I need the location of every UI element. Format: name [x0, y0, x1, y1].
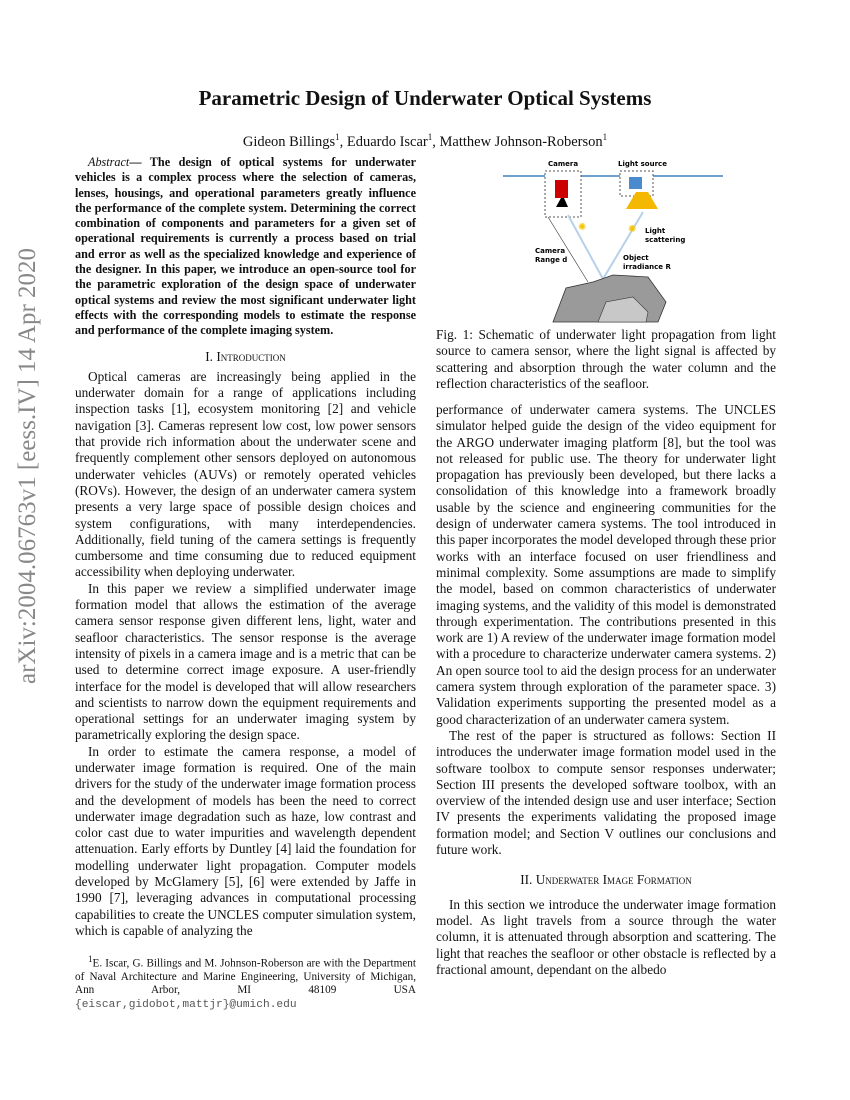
label-light-scattering: Light: [645, 227, 666, 235]
paragraph: In this paper we review a simplified underwater image formation model that allows the estimation of the average camera sensor response given different lens, light, water and seafloor characteristics. The sensor response is the average intensity of pixels in a camera image and is a metric that can be used to determine correct image exposure. A user-friendly interface for the model is developed that will allow researchers and scientists to narrow down the equipment requirements and operational settings for an underwater imaging system by parametrically exploring the design space.: [75, 580, 416, 743]
abstract-text: — The design of optical systems for underwater vehicles is a complex process where the selection of cameras, lenses, housings, and operational parameters greatly influence the performance of the complete system. Determining the correct combination of components and parameters for a given set of operational requirements is currently a process based on trial and error as well as the specialized knowledge and experience of the designer. In this paper, we introduce an open-source tool for the parametric exploration of the design space of underwater optical systems and review the most significant underwater light effects with the corresponding models to estimate the response and performance of the complete imaging system.: [75, 155, 416, 338]
right-column: [436, 402, 776, 978]
affiliation-mark: 1: [427, 132, 433, 142]
affiliation-mark: 1: [602, 132, 608, 142]
footnote: [75, 953, 416, 1012]
footnote-email: {eiscar,gidobot,mattjr}@umich.edu: [75, 998, 297, 1011]
author: Eduardo Iscar: [346, 133, 428, 150]
abstract-label: Abstract: [88, 155, 130, 169]
footnote-mark: 1: [88, 954, 93, 964]
paragraph: The rest of the paper is structured as follows: Section II introduces the underwater image formation model used in the software toolbox to compute sensor responses underwater; Section III presents the developed software toolbox, with an overview of the intended design use and user interface; Section IV presents the experiments validating the proposed image formation model; and Section V outlines our conclusions and future work.: [436, 727, 776, 858]
scatter-glyph: ✺: [578, 222, 587, 233]
section-heading: I. Introduction: [205, 348, 286, 364]
camera-icon: [555, 180, 568, 198]
label-camera-range: Range d: [535, 256, 568, 264]
footnote-text: E. Iscar, G. Billings and M. Johnson-Roberson are with the Department of Naval Architecture and Marine Engineering, University of Michigan, Ann Arbor, MI 48109 USA: [75, 957, 416, 997]
author-list: Gideon Billings$^1$, Eduardo Iscar$^1$, Matthew Johnson-Roberson$^1$: [242, 132, 608, 150]
paragraph: Optical cameras are increasingly being applied in the underwater domain for a range of applications including inspection tasks [1], ecosystem monitoring [2] and vehicle navigation [3]. Cameras represent low cost, low power sensors that provide rich information about the underwater scene and frequently complement other sensors deployed on autonomous underwater vehicles (AUVs) or remotely operated vehicles (ROVs). However, the design of an underwater camera system presents a very large space of possible design choices and system configurations, with many interdependencies. Additionally, field tuning of the camera settings is frequently cumbersome and time consuming due to reduced equipment accessibility when deploying underwater.: [75, 368, 416, 580]
affiliation-mark: 1: [335, 132, 340, 142]
paragraph: In order to estimate the camera response, a model of underwater image formation is required. One of the main drivers for the study of the underwater image formation process and the development of models has been the need to correct underwater image degradation such as haze, low contrast and color cast due to water impurities and wavelength dependent attenuation. Early efforts by Duntley [4] laid the foundation for modelling underwater light propagation. Computer models developed by McGlamery [5], [6] were extended by Jaffe in 1990 [7], leveraging advances in computational processing capabilities to create the UNCLES computer simulation system, which is capable of analyzing the: [75, 743, 416, 938]
light-source-icon: [629, 177, 642, 189]
label-camera-range: Camera: [535, 247, 566, 255]
paper-title: Parametric Design of Underwater Optical Systems: [198, 86, 652, 110]
left-column: [75, 155, 416, 939]
paragraph: In this section we introduce the underwater image formation model. As light travels from a source through the water column, it is attenuated through absorption and scattering. The light that reaches the seafloor or other obstacle is reflected by a fractional amount, dependant on the albedo: [436, 896, 776, 977]
label-light-source: Light source: [618, 160, 667, 168]
label-camera: Camera: [548, 160, 579, 168]
scatter-glyph: ✺: [628, 224, 637, 235]
section-heading: II. Underwater Image Formation: [520, 872, 692, 888]
label-light-scattering: scattering: [645, 236, 686, 244]
author: Gideon Billings: [242, 133, 336, 150]
figure-schematic: [498, 152, 728, 327]
figure-caption: Fig. 1: Schematic of underwater light propagation from light source to camera sensor, where the light signal is affected by scattering and absorption through the water column and the reflection characteristics of the seafloor.: [436, 327, 776, 391]
label-object-irradiance: irradiance R: [623, 263, 671, 271]
paragraph: performance of underwater camera systems. The UNCLES simulator helped guide the design of the video equipment for the ARGO underwater imaging platform [8], but the tool was not released for public use. The theory for underwater light propagation has previously been developed, but there lacks a consolidation of this knowledge into a framework broadly usable by the science and engineering communities for the design of underwater camera systems. The tool introduced in this paper incorporates the model developed through these prior works with an interface focused on user friendliness and minimal complexity. Some assumptions are made to simplify the model, based on common characteristics of underwater imaging systems, and the validity of this model is demonstrated through experimentation. The contributions presented in this work are 1) A review of the underwater image formation model with a procedure to characterize underwater camera systems. 2) An open source tool to aid the design process for an underwater camera system through exploration of the parameter space. 3) Validation experiments supporting the presented model as a good characterization of an underwater camera system.: [436, 402, 776, 727]
arxiv-stamp: arXiv:2004.06763v1 [eess.IV] 14 Apr 2020: [14, 247, 41, 684]
label-object-irradiance: Object: [623, 254, 649, 262]
author: Matthew Johnson-Roberson: [439, 133, 603, 150]
abstract: [75, 155, 416, 339]
